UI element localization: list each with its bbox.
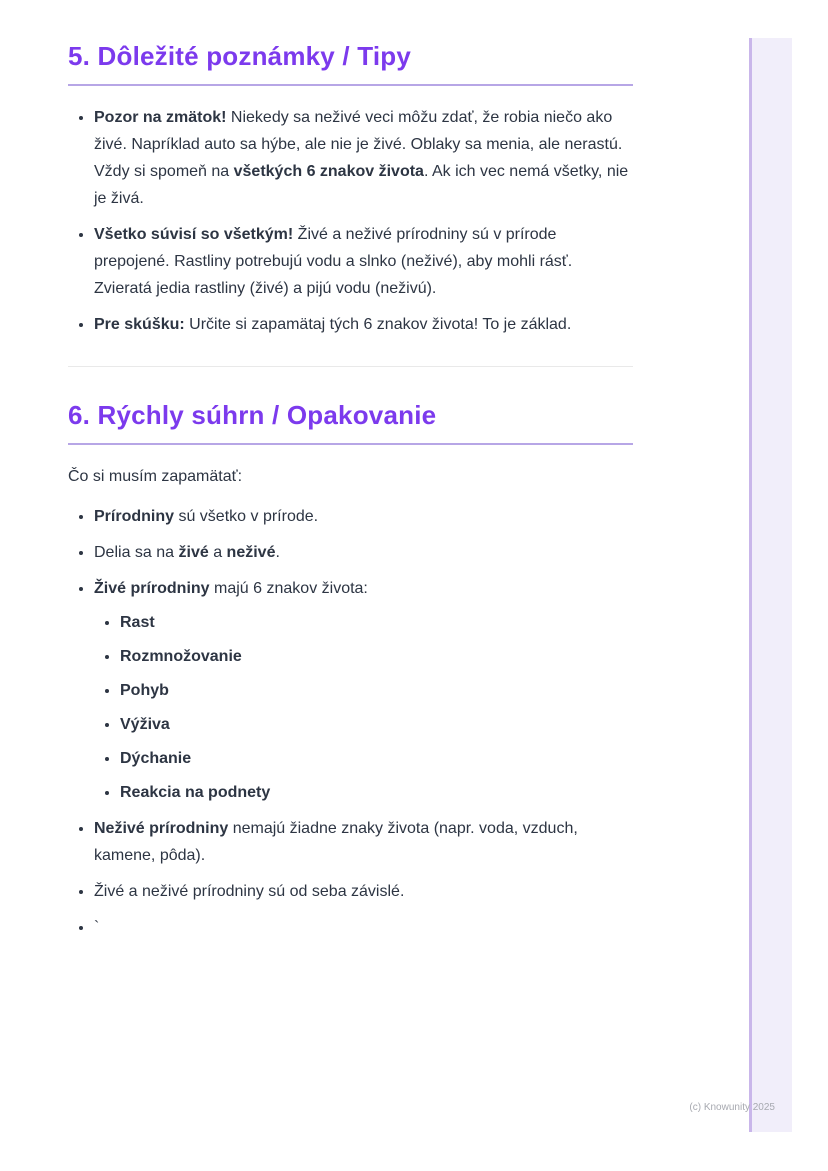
nested-list [94,609,633,806]
list-item-text: Všetko súvisí so všetkým! Živé a neživé prírodniny sú v prírode prepojené. Rastliny potrebujú vodu a slnko (neživé), aby mohli rásť. Zvieratá jedia rastliny (živé) a pijú vodu (neživú). [94,226,573,297]
section-5-heading: 5. Dôležité poznámky / Tipy [68,42,633,86]
nested-list-item-text: Rast [120,614,155,631]
copyright-footer: (c) Knowunity 2025 [689,1102,775,1113]
nested-list-item-text: Reakcia na podnety [120,784,271,801]
list-item [94,221,633,302]
nested-list-item-text: Rozmnožovanie [120,648,242,665]
nested-list-item [120,643,633,670]
nested-list-item [120,711,633,738]
nested-list-item-text: Pohyb [120,682,169,699]
section-6-heading: 6. Rýchly súhrn / Opakovanie [68,401,633,445]
list-item [94,311,633,338]
section-divider [68,366,633,367]
section-6-list [68,503,633,941]
list-item [94,914,633,941]
intro-paragraph: Čo si musím zapamätať: [68,468,243,485]
nested-list-item-text: Dýchanie [120,750,192,767]
list-item [94,575,633,806]
nested-list-item [120,677,633,704]
list-item [94,878,633,905]
list-item-text: Pozor na zmätok! Niekedy sa neživé veci môžu zdať, že robia niečo ako živé. Napríklad auto sa hýbe, ale nie je živé. Oblaky sa menia, ale nerastú. Vždy si spomeň na všetkých 6 znakov života. Ak ich vec nemá všetky, nie je živá. [94,109,629,207]
section-5-list [68,104,633,338]
list-item [94,539,633,566]
list-item [94,104,633,212]
list-item [94,503,633,530]
nested-list-item [120,609,633,636]
vertical-accent-bar [749,38,792,1132]
nested-list-item [120,779,633,806]
nested-list-item [120,745,633,772]
nested-list-item-text: Výživa [120,716,170,733]
list-item-text: Prírodniny sú všetko v prírode. [94,508,319,525]
document-content [68,42,633,950]
list-item [94,815,633,869]
list-item-text: Živé prírodniny majú 6 znakov života: [94,580,368,597]
list-item-text: Živé a neživé prírodniny sú od seba závislé. [94,883,405,900]
list-item-text: ` [94,919,100,936]
list-item-text: Delia sa na živé a neživé. [94,544,280,561]
list-item-text: Neživé prírodniny nemajú žiadne znaky života (napr. voda, vzduch, kamene, pôda). [94,820,578,864]
list-item-text: Pre skúšku: Určite si zapamätaj tých 6 znakov života! To je základ. [94,316,572,333]
